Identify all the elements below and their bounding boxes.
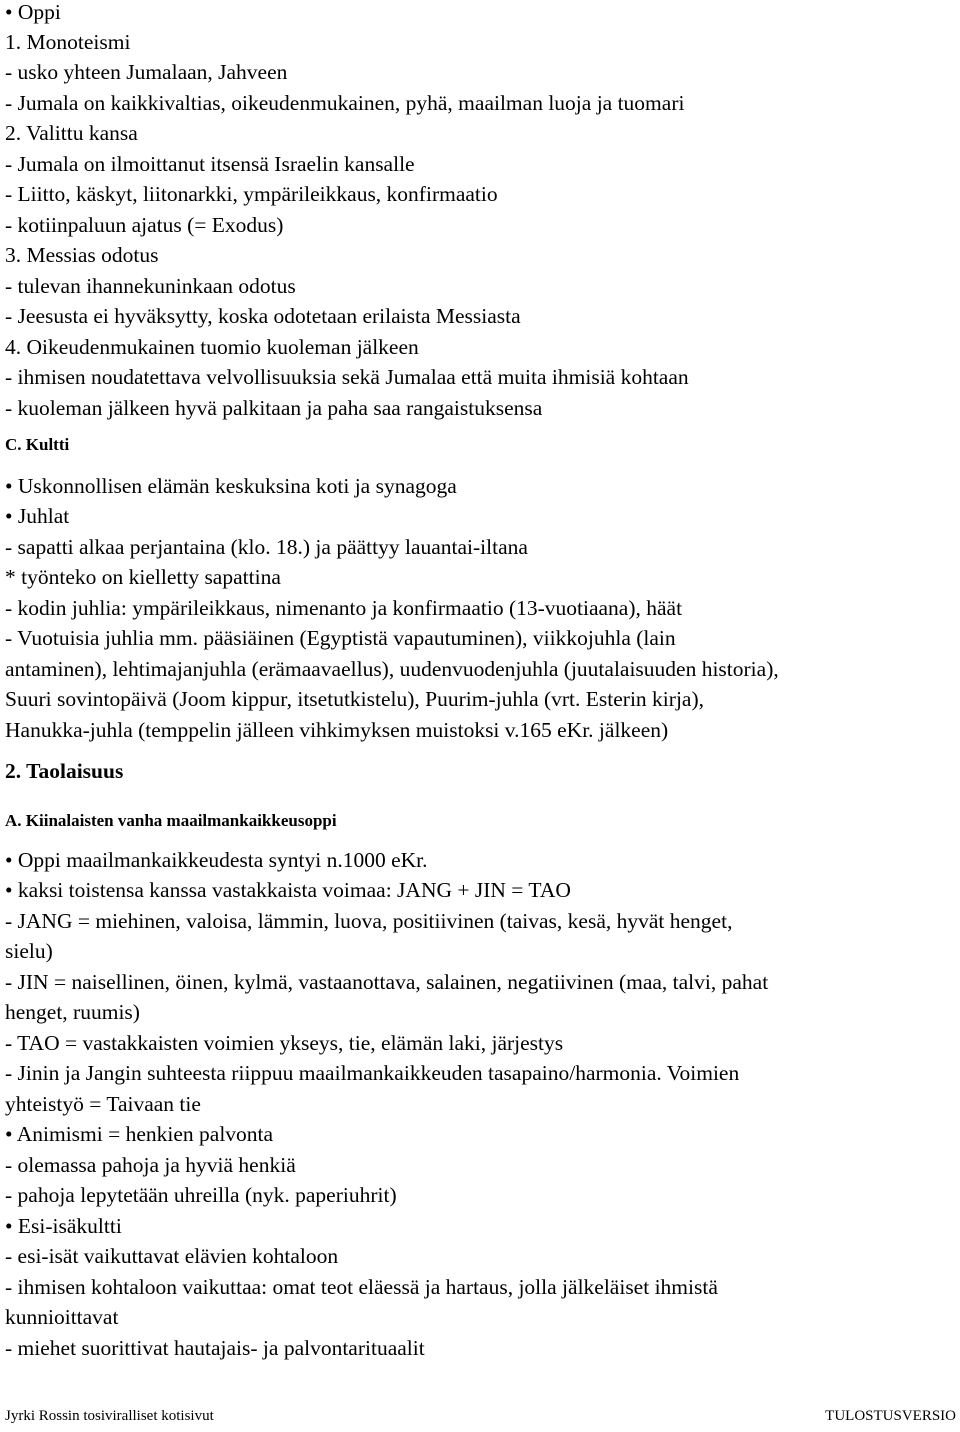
text-line: - TAO = vastakkaisten voimien ykseys, tie, elämän laki, järjestys [5,1031,564,1055]
bullet-oppi: • Oppi [5,0,61,24]
footer-print-version: TULOSTUSVERSIO [825,1408,956,1424]
text-line: Suuri sovintopäivä (Joom kippur, itsetutkistelu), Puurim-juhla (vrt. Esterin kirja), [5,687,704,711]
footer-site-name: Jyrki Rossin tosiviralliset kotisivut [5,1408,214,1424]
heading-maailmankaikkeusoppi: A. Kiinalaisten vanha maailmankaikkeusoppi [5,811,337,830]
text-line: - kotiinpaluun ajatus (= Exodus) [5,213,284,237]
heading-kultti: C. Kultti [5,435,70,454]
item-valittu-kansa: 2. Valittu kansa [5,121,138,145]
text-line: - usko yhteen Jumalaan, Jahveen [5,60,288,84]
text-line: - ihmisen kohtaloon vaikuttaa: omat teot eläessä ja hartaus, jolla jälkeläiset ihmistä [5,1275,718,1299]
text-line: - ihmisen noudatettava velvollisuuksia sekä Jumalaa että muita ihmisiä kohtaan [5,365,689,389]
bullet-line: • Oppi maailmankaikkeudesta syntyi n.1000 eKr. [5,848,428,872]
text-line: antaminen), lehtimajanjuhla (erämaavaellus), uudenvuodenjuhla (juutalaisuuden historia), [5,657,779,681]
text-line: - JIN = naisellinen, öinen, kylmä, vastaanottava, salainen, negatiivinen (maa, talvi, pahat [5,970,769,994]
item-messias-odotus: 3. Messias odotus [5,243,159,267]
heading-taolaisuus: 2. Taolaisuus [5,759,124,783]
bullet-line: • Uskonnollisen elämän keskuksina koti ja synagoga [5,474,457,498]
text-line: Hanukka-juhla (temppelin jälleen vihkimyksen muistoksi v.165 eKr. jälkeen) [5,718,669,742]
bullet-line: • Juhlat [5,504,70,528]
text-line: - Jumala on ilmoittanut itsensä Israelin kansalle [5,152,415,176]
bullet-line: • kaksi toistensa kanssa vastakkaista voimaa: JANG + JIN = TAO [5,878,571,902]
text-line: - Jinin ja Jangin suhteesta riippuu maailmankaikkeuden tasapaino/harmonia. Voimien [5,1061,740,1085]
text-line: - olemassa pahoja ja hyviä henkiä [5,1153,296,1177]
text-line: - sapatti alkaa perjantaina (klo. 18.) ja päättyy lauantai-iltana [5,535,528,559]
text-line: sielu) [5,939,53,963]
item-oikeudenmukainen-tuomio: 4. Oikeudenmukainen tuomio kuoleman jälkeen [5,335,419,359]
item-monoteismi: 1. Monoteismi [5,30,131,54]
text-line: - JANG = miehinen, valoisa, lämmin, luova, positiivinen (taivas, kesä, hyvät henget, [5,909,733,933]
text-line: henget, ruumis) [5,1000,140,1024]
text-line: - miehet suorittivat hautajais- ja palvontarituaalit [5,1336,425,1360]
text-line: - Jeesusta ei hyväksytty, koska odotetaan erilaista Messiasta [5,304,521,328]
text-line: yhteistyö = Taivaan tie [5,1092,201,1116]
bullet-line: • Esi-isäkultti [5,1214,122,1238]
text-line: kunnioittavat [5,1305,119,1329]
text-line: - kuoleman jälkeen hyvä palkitaan ja paha saa rangaistuksensa [5,396,543,420]
text-line: - pahoja lepytetään uhreilla (nyk. paperiuhrit) [5,1183,397,1207]
text-line: - Vuotuisia juhlia mm. pääsiäinen (Egyptistä vapautuminen), viikkojuhla (lain [5,626,676,650]
text-line: - Liitto, käskyt, liitonarkki, ympärileikkaus, konfirmaatio [5,182,498,206]
text-line: - Jumala on kaikkivaltias, oikeudenmukainen, pyhä, maailman luoja ja tuomari [5,91,685,115]
text-line: - esi-isät vaikuttavat elävien kohtaloon [5,1244,339,1268]
text-line: * työnteko on kielletty sapattina [5,565,281,589]
text-line: - tulevan ihannekuninkaan odotus [5,274,296,298]
text-line: - kodin juhlia: ympärileikkaus, nimenanto ja konfirmaatio (13-vuotiaana), häät [5,596,683,620]
bullet-line: • Animismi = henkien palvonta [5,1122,274,1146]
